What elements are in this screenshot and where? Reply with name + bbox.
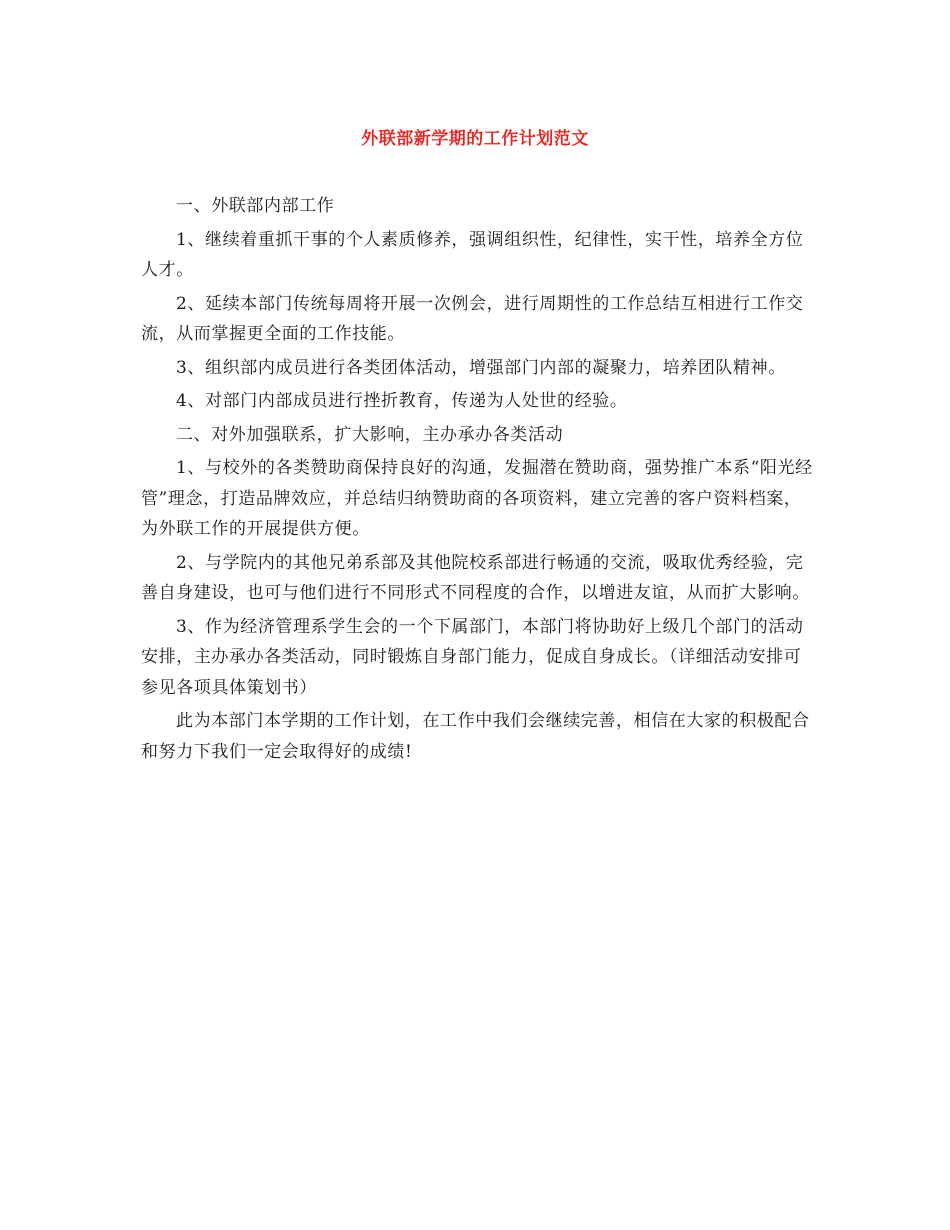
paragraph-item-4: 4、对部门内部成员进行挫折教育，传递为人处世的经验。 [176,391,628,411]
paragraph-item-2: 2、延续本部门传统每周将开展一次例会，进行周期性的工作总结互相进行工作交流，从而掌握更全面的工作技能。 [141,293,804,344]
paragraph-item-1: 1、继续着重抓干事的个人素质修养，强调组织性，纪律性，实干性，培养全方位人才。 [141,229,804,280]
paragraph-external-1: 1、与校外的各类赞助商保持良好的沟通，发掘潜在赞助商，强势推广本系“阳光经管”理念，打造品牌效应，并总结归纳赞助商的各项资料，建立完善的客户资料档案，为外联工作的开展提供方便。 [141,458,813,539]
document-body [141,191,817,770]
section-heading-internal: 一、外联部内部工作 [176,196,335,216]
paragraph-external-3: 3、作为经济管理系学生会的一个下属部门，本部门将协助好上级几个部门的活动安排，主办承办各类活动，同时锻炼自身部门能力，促成自身成长。（详细活动安排可参见各项具体策划书） [141,616,804,698]
closing-paragraph: 此为本部门本学期的工作计划，在工作中我们会继续完善，相信在大家的积极配合和努力下我们一定会取得好的成绩! [141,711,810,762]
paragraph-external-2: 2、与学院内的其他兄弟系部及其他院校系部进行畅通的交流，吸取优秀经验，完善自身建设，也可与他们进行不同形式不同程度的合作，以增进友谊，从而扩大影响。 [141,552,810,603]
document-title: 外联部新学期的工作计划范文 [361,129,589,149]
section-heading-external: 二、对外加强联系，扩大影响，主办承办各类活动 [176,424,564,445]
paragraph-item-3: 3、组织部内成员进行各类团体活动，增强部门内部的凝聚力，培养团队精神。 [176,357,786,378]
